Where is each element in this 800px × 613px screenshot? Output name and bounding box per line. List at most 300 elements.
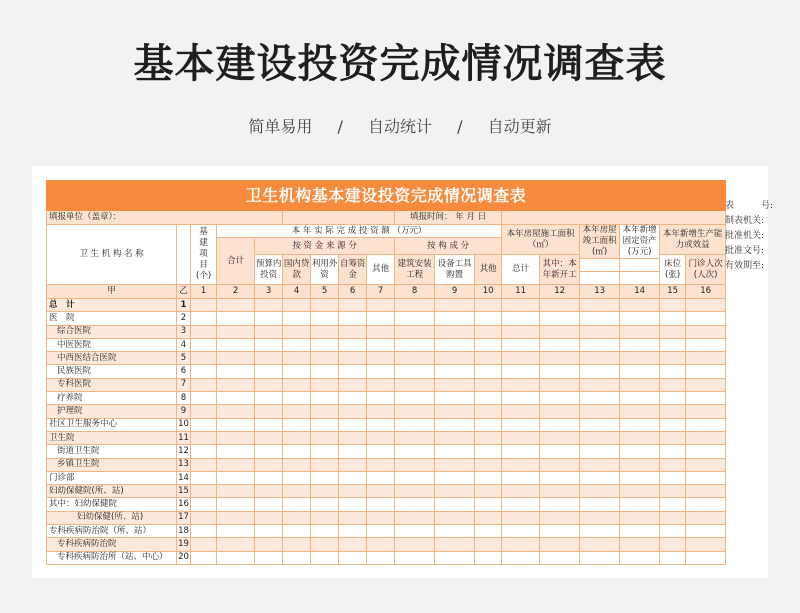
input-cell[interactable]	[686, 485, 726, 498]
input-cell[interactable]	[395, 378, 435, 391]
input-cell[interactable]	[367, 525, 395, 538]
input-cell[interactable]	[540, 418, 580, 431]
input-cell[interactable]	[435, 538, 475, 551]
input-cell[interactable]	[580, 325, 620, 338]
input-cell[interactable]	[620, 365, 660, 378]
input-cell[interactable]	[502, 392, 540, 405]
input-cell[interactable]	[620, 378, 660, 391]
input-cell[interactable]	[475, 511, 502, 524]
input-cell[interactable]	[255, 418, 283, 431]
input-cell[interactable]	[686, 418, 726, 431]
input-cell[interactable]	[475, 325, 502, 338]
input-cell[interactable]	[620, 525, 660, 538]
input-cell[interactable]	[217, 299, 255, 312]
input-cell[interactable]	[255, 352, 283, 365]
input-cell[interactable]	[660, 445, 686, 458]
input-cell[interactable]	[686, 511, 726, 524]
input-cell[interactable]	[367, 471, 395, 484]
input-cell[interactable]	[395, 325, 435, 338]
input-cell[interactable]	[283, 445, 311, 458]
input-cell[interactable]	[540, 485, 580, 498]
input-cell[interactable]	[580, 551, 620, 564]
input-cell[interactable]	[580, 352, 620, 365]
input-cell[interactable]	[435, 325, 475, 338]
input-cell[interactable]	[191, 538, 217, 551]
input-cell[interactable]	[660, 405, 686, 418]
input-cell[interactable]	[283, 325, 311, 338]
input-cell[interactable]	[475, 498, 502, 511]
input-cell[interactable]	[283, 538, 311, 551]
input-cell[interactable]	[686, 445, 726, 458]
input-cell[interactable]	[367, 392, 395, 405]
input-cell[interactable]	[311, 392, 339, 405]
input-cell[interactable]	[540, 431, 580, 444]
input-cell[interactable]	[580, 378, 620, 391]
input-cell[interactable]	[311, 405, 339, 418]
input-cell[interactable]	[540, 458, 580, 471]
input-cell[interactable]	[502, 471, 540, 484]
input-cell[interactable]	[217, 418, 255, 431]
input-cell[interactable]	[311, 365, 339, 378]
input-cell[interactable]	[191, 458, 217, 471]
input-cell[interactable]	[620, 445, 660, 458]
input-cell[interactable]	[395, 485, 435, 498]
input-cell[interactable]	[255, 378, 283, 391]
input-cell[interactable]	[395, 338, 435, 351]
input-cell[interactable]	[502, 418, 540, 431]
input-cell[interactable]	[283, 551, 311, 564]
input-cell[interactable]	[255, 485, 283, 498]
input-cell[interactable]	[540, 312, 580, 325]
input-cell[interactable]	[435, 458, 475, 471]
input-cell[interactable]	[311, 378, 339, 391]
input-cell[interactable]	[395, 352, 435, 365]
input-cell[interactable]	[475, 485, 502, 498]
input-cell[interactable]	[540, 511, 580, 524]
input-cell[interactable]	[686, 538, 726, 551]
input-cell[interactable]	[339, 352, 367, 365]
input-cell[interactable]	[580, 485, 620, 498]
input-cell[interactable]	[255, 538, 283, 551]
input-cell[interactable]	[686, 551, 726, 564]
input-cell[interactable]	[395, 551, 435, 564]
input-cell[interactable]	[191, 471, 217, 484]
input-cell[interactable]	[435, 511, 475, 524]
input-cell[interactable]	[660, 485, 686, 498]
input-cell[interactable]	[580, 418, 620, 431]
input-cell[interactable]	[475, 365, 502, 378]
input-cell[interactable]	[475, 378, 502, 391]
input-cell[interactable]	[339, 551, 367, 564]
input-cell[interactable]	[395, 312, 435, 325]
input-cell[interactable]	[660, 352, 686, 365]
input-cell[interactable]	[620, 485, 660, 498]
input-cell[interactable]	[255, 299, 283, 312]
input-cell[interactable]	[580, 392, 620, 405]
input-cell[interactable]	[540, 378, 580, 391]
input-cell[interactable]	[502, 312, 540, 325]
input-cell[interactable]	[660, 365, 686, 378]
input-cell[interactable]	[339, 431, 367, 444]
input-cell[interactable]	[311, 431, 339, 444]
input-cell[interactable]	[217, 538, 255, 551]
input-cell[interactable]	[283, 511, 311, 524]
input-cell[interactable]	[191, 392, 217, 405]
input-cell[interactable]	[255, 312, 283, 325]
input-cell[interactable]	[311, 312, 339, 325]
input-cell[interactable]	[502, 445, 540, 458]
input-cell[interactable]	[620, 352, 660, 365]
input-cell[interactable]	[435, 405, 475, 418]
input-cell[interactable]	[283, 405, 311, 418]
input-cell[interactable]	[660, 538, 686, 551]
input-cell[interactable]	[217, 431, 255, 444]
input-cell[interactable]	[660, 551, 686, 564]
input-cell[interactable]	[367, 365, 395, 378]
input-cell[interactable]	[620, 392, 660, 405]
input-cell[interactable]	[339, 418, 367, 431]
input-cell[interactable]	[435, 299, 475, 312]
input-cell[interactable]	[580, 338, 620, 351]
input-cell[interactable]	[191, 485, 217, 498]
input-cell[interactable]	[660, 299, 686, 312]
input-cell[interactable]	[255, 365, 283, 378]
input-cell[interactable]	[367, 418, 395, 431]
input-cell[interactable]	[217, 325, 255, 338]
input-cell[interactable]	[339, 392, 367, 405]
input-cell[interactable]	[502, 431, 540, 444]
input-cell[interactable]	[311, 418, 339, 431]
input-cell[interactable]	[660, 498, 686, 511]
input-cell[interactable]	[502, 405, 540, 418]
input-cell[interactable]	[255, 471, 283, 484]
input-cell[interactable]	[620, 325, 660, 338]
input-cell[interactable]	[367, 299, 395, 312]
input-cell[interactable]	[540, 538, 580, 551]
input-cell[interactable]	[339, 471, 367, 484]
input-cell[interactable]	[620, 471, 660, 484]
input-cell[interactable]	[367, 325, 395, 338]
input-cell[interactable]	[255, 338, 283, 351]
input-cell[interactable]	[255, 551, 283, 564]
input-cell[interactable]	[660, 431, 686, 444]
input-cell[interactable]	[580, 445, 620, 458]
input-cell[interactable]	[283, 471, 311, 484]
input-cell[interactable]	[311, 338, 339, 351]
input-cell[interactable]	[255, 511, 283, 524]
input-cell[interactable]	[339, 338, 367, 351]
input-cell[interactable]	[395, 392, 435, 405]
input-cell[interactable]	[367, 511, 395, 524]
input-cell[interactable]	[686, 312, 726, 325]
input-cell[interactable]	[191, 551, 217, 564]
input-cell[interactable]	[217, 445, 255, 458]
input-cell[interactable]	[686, 365, 726, 378]
input-cell[interactable]	[311, 471, 339, 484]
input-cell[interactable]	[540, 365, 580, 378]
input-cell[interactable]	[339, 445, 367, 458]
input-cell[interactable]	[580, 511, 620, 524]
input-cell[interactable]	[580, 405, 620, 418]
input-cell[interactable]	[395, 498, 435, 511]
input-cell[interactable]	[367, 352, 395, 365]
input-cell[interactable]	[339, 498, 367, 511]
input-cell[interactable]	[191, 498, 217, 511]
input-cell[interactable]	[311, 485, 339, 498]
input-cell[interactable]	[191, 365, 217, 378]
input-cell[interactable]	[620, 312, 660, 325]
input-cell[interactable]	[660, 312, 686, 325]
input-cell[interactable]	[660, 471, 686, 484]
input-cell[interactable]	[620, 299, 660, 312]
input-cell[interactable]	[191, 445, 217, 458]
input-cell[interactable]	[367, 498, 395, 511]
input-cell[interactable]	[475, 458, 502, 471]
input-cell[interactable]	[620, 458, 660, 471]
input-cell[interactable]	[255, 405, 283, 418]
input-cell[interactable]	[283, 418, 311, 431]
input-cell[interactable]	[475, 392, 502, 405]
input-cell[interactable]	[686, 405, 726, 418]
input-cell[interactable]	[217, 511, 255, 524]
input-cell[interactable]	[191, 352, 217, 365]
input-cell[interactable]	[580, 431, 620, 444]
input-cell[interactable]	[191, 431, 217, 444]
input-cell[interactable]	[367, 405, 395, 418]
input-cell[interactable]	[255, 445, 283, 458]
input-cell[interactable]	[686, 431, 726, 444]
input-cell[interactable]	[540, 299, 580, 312]
input-cell[interactable]	[686, 338, 726, 351]
input-cell[interactable]	[540, 525, 580, 538]
input-cell[interactable]	[395, 538, 435, 551]
input-cell[interactable]	[660, 378, 686, 391]
input-cell[interactable]	[255, 392, 283, 405]
input-cell[interactable]	[660, 325, 686, 338]
input-cell[interactable]	[435, 418, 475, 431]
input-cell[interactable]	[660, 525, 686, 538]
input-cell[interactable]	[475, 431, 502, 444]
input-cell[interactable]	[580, 498, 620, 511]
input-cell[interactable]	[660, 338, 686, 351]
input-cell[interactable]	[660, 418, 686, 431]
input-cell[interactable]	[395, 431, 435, 444]
input-cell[interactable]	[367, 445, 395, 458]
input-cell[interactable]	[311, 551, 339, 564]
input-cell[interactable]	[475, 525, 502, 538]
input-cell[interactable]	[283, 431, 311, 444]
input-cell[interactable]	[395, 405, 435, 418]
input-cell[interactable]	[435, 365, 475, 378]
input-cell[interactable]	[502, 511, 540, 524]
input-cell[interactable]	[580, 312, 620, 325]
input-cell[interactable]	[395, 365, 435, 378]
input-cell[interactable]	[475, 299, 502, 312]
input-cell[interactable]	[311, 458, 339, 471]
input-cell[interactable]	[367, 538, 395, 551]
input-cell[interactable]	[339, 458, 367, 471]
input-cell[interactable]	[620, 511, 660, 524]
input-cell[interactable]	[475, 418, 502, 431]
input-cell[interactable]	[395, 511, 435, 524]
input-cell[interactable]	[660, 458, 686, 471]
input-cell[interactable]	[367, 431, 395, 444]
input-cell[interactable]	[540, 352, 580, 365]
input-cell[interactable]	[620, 338, 660, 351]
input-cell[interactable]	[367, 551, 395, 564]
input-cell[interactable]	[217, 551, 255, 564]
input-cell[interactable]	[311, 511, 339, 524]
input-cell[interactable]	[395, 299, 435, 312]
input-cell[interactable]	[191, 312, 217, 325]
input-cell[interactable]	[475, 338, 502, 351]
input-cell[interactable]	[217, 471, 255, 484]
input-cell[interactable]	[686, 498, 726, 511]
input-cell[interactable]	[580, 458, 620, 471]
input-cell[interactable]	[435, 445, 475, 458]
input-cell[interactable]	[255, 458, 283, 471]
input-cell[interactable]	[191, 338, 217, 351]
input-cell[interactable]	[435, 338, 475, 351]
input-cell[interactable]	[217, 312, 255, 325]
input-cell[interactable]	[620, 405, 660, 418]
input-cell[interactable]	[395, 458, 435, 471]
input-cell[interactable]	[475, 445, 502, 458]
input-cell[interactable]	[502, 365, 540, 378]
input-cell[interactable]	[620, 551, 660, 564]
input-cell[interactable]	[502, 378, 540, 391]
input-cell[interactable]	[339, 485, 367, 498]
input-cell[interactable]	[502, 551, 540, 564]
input-cell[interactable]	[580, 471, 620, 484]
input-cell[interactable]	[311, 525, 339, 538]
input-cell[interactable]	[435, 498, 475, 511]
input-cell[interactable]	[435, 485, 475, 498]
input-cell[interactable]	[660, 392, 686, 405]
input-cell[interactable]	[191, 405, 217, 418]
input-cell[interactable]	[475, 352, 502, 365]
input-cell[interactable]	[255, 325, 283, 338]
input-cell[interactable]	[311, 538, 339, 551]
input-cell[interactable]	[217, 365, 255, 378]
input-cell[interactable]	[255, 431, 283, 444]
input-cell[interactable]	[283, 498, 311, 511]
input-cell[interactable]	[217, 392, 255, 405]
input-cell[interactable]	[339, 405, 367, 418]
input-cell[interactable]	[475, 538, 502, 551]
input-cell[interactable]	[540, 392, 580, 405]
input-cell[interactable]	[502, 458, 540, 471]
input-cell[interactable]	[367, 458, 395, 471]
input-cell[interactable]	[311, 299, 339, 312]
input-cell[interactable]	[435, 392, 475, 405]
input-cell[interactable]	[580, 365, 620, 378]
input-cell[interactable]	[191, 299, 217, 312]
input-cell[interactable]	[283, 312, 311, 325]
input-cell[interactable]	[395, 471, 435, 484]
input-cell[interactable]	[660, 511, 686, 524]
input-cell[interactable]	[686, 458, 726, 471]
input-cell[interactable]	[191, 325, 217, 338]
input-cell[interactable]	[540, 405, 580, 418]
input-cell[interactable]	[620, 538, 660, 551]
input-cell[interactable]	[339, 378, 367, 391]
input-cell[interactable]	[502, 352, 540, 365]
input-cell[interactable]	[217, 525, 255, 538]
input-cell[interactable]	[435, 378, 475, 391]
input-cell[interactable]	[580, 525, 620, 538]
input-cell[interactable]	[580, 299, 620, 312]
input-cell[interactable]	[540, 325, 580, 338]
input-cell[interactable]	[191, 418, 217, 431]
input-cell[interactable]	[191, 511, 217, 524]
input-cell[interactable]	[620, 431, 660, 444]
input-cell[interactable]	[217, 352, 255, 365]
input-cell[interactable]	[502, 525, 540, 538]
input-cell[interactable]	[283, 378, 311, 391]
input-cell[interactable]	[283, 458, 311, 471]
input-cell[interactable]	[191, 378, 217, 391]
input-cell[interactable]	[502, 299, 540, 312]
input-cell[interactable]	[311, 352, 339, 365]
input-cell[interactable]	[686, 378, 726, 391]
input-cell[interactable]	[367, 338, 395, 351]
input-cell[interactable]	[339, 365, 367, 378]
input-cell[interactable]	[217, 338, 255, 351]
input-cell[interactable]	[217, 378, 255, 391]
input-cell[interactable]	[502, 325, 540, 338]
input-cell[interactable]	[435, 471, 475, 484]
input-cell[interactable]	[283, 299, 311, 312]
input-cell[interactable]	[339, 312, 367, 325]
input-cell[interactable]	[283, 338, 311, 351]
input-cell[interactable]	[686, 352, 726, 365]
input-cell[interactable]	[339, 538, 367, 551]
input-cell[interactable]	[686, 471, 726, 484]
input-cell[interactable]	[217, 405, 255, 418]
input-cell[interactable]	[540, 551, 580, 564]
input-cell[interactable]	[620, 498, 660, 511]
input-cell[interactable]	[283, 392, 311, 405]
input-cell[interactable]	[311, 445, 339, 458]
input-cell[interactable]	[395, 445, 435, 458]
input-cell[interactable]	[191, 525, 217, 538]
input-cell[interactable]	[217, 485, 255, 498]
input-cell[interactable]	[435, 312, 475, 325]
input-cell[interactable]	[339, 511, 367, 524]
input-cell[interactable]	[435, 551, 475, 564]
input-cell[interactable]	[502, 338, 540, 351]
input-cell[interactable]	[217, 458, 255, 471]
input-cell[interactable]	[339, 325, 367, 338]
input-cell[interactable]	[475, 405, 502, 418]
input-cell[interactable]	[475, 551, 502, 564]
input-cell[interactable]	[367, 378, 395, 391]
input-cell[interactable]	[283, 352, 311, 365]
input-cell[interactable]	[686, 392, 726, 405]
input-cell[interactable]	[540, 498, 580, 511]
input-cell[interactable]	[367, 312, 395, 325]
input-cell[interactable]	[686, 325, 726, 338]
input-cell[interactable]	[502, 498, 540, 511]
input-cell[interactable]	[540, 445, 580, 458]
input-cell[interactable]	[255, 498, 283, 511]
input-cell[interactable]	[367, 485, 395, 498]
input-cell[interactable]	[311, 325, 339, 338]
input-cell[interactable]	[283, 525, 311, 538]
input-cell[interactable]	[620, 418, 660, 431]
input-cell[interactable]	[435, 431, 475, 444]
